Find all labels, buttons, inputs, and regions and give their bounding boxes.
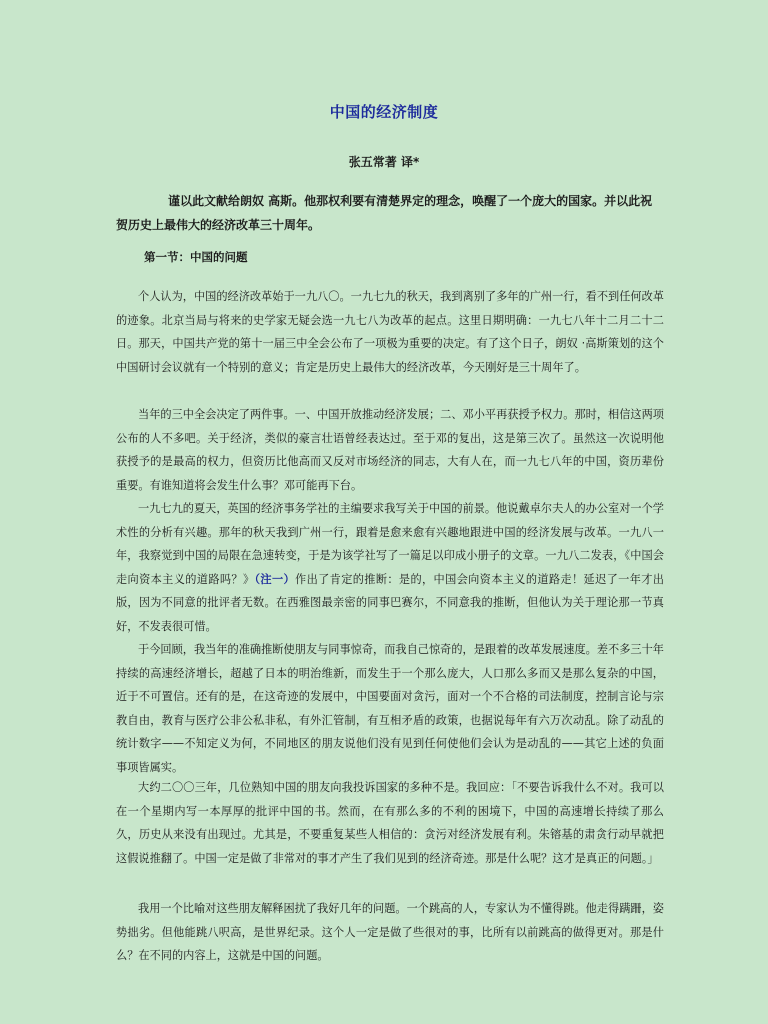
body-paragraph-4: 于今回顾，我当年的准确推断使朋友与同事惊奇，而我自己惊奇的，是跟着的改革发展速度。差不多三十年持续的高速经济增长，超越了日本的明治维新，而发生于一个那么庞大，人口那么多而又是那么复杂的中国，近于不可置信。还有的是，在这奇迹的发展中，中国要面对贪污，面对一个不合格的司法制度，控制言论与宗教自由，教育与医疗公非公私非私，有外汇管制，有互相矛盾的政策，也据说每年有六万次动乱。除了动乱的统计数字——不知定义为何，不同地区的朋友说他们没有见到任何使他们会认为是动乱的——其它上述的负面事项皆属实。 xyxy=(116,643,664,774)
paragraph-3-text-before: 一九七九的夏天，英国的经济事务学社的主编要求我写关于中国的前景。他说戴卓尔夫人的办公室对一个学术性的分析有兴趣。那年的秋天我到广州一行，跟着是愈来愈有兴趣地跟进中国的经济发展与改革。一九八一年，我察觉到中国的局限在急速转变，于是为该学社写了一篇足以印成小册子的文章。一九八二发表，《中国会走向资本主义的道路吗？》 xyxy=(116,502,664,586)
dedication-paragraph: 谨以此文献给朗奴 高斯。他那权利要有清楚界定的理念，唤醒了一个庞大的国家。并以此祝贺历史上最伟大的经济改革三十周年。 xyxy=(116,194,653,232)
footnote-link[interactable]: （注一） xyxy=(254,572,296,586)
body-paragraph-2: 当年的三中全会决定了两件事。一、中国开放推动经济发展；二、邓小平再获授予权力。那时，相信这两项公布的人不多吧。关于经济，类似的豪言壮语曾经表达过。至于邓的复出，这是第三次了。虽然这一次说明他获授予的是最高的权力，但资历比他高而又反对市场经济的同志，大有人在，而一九七八年的中国，资历辈份重要。有谁知道将会发生什么事？邓可能再下台。 xyxy=(116,408,664,492)
body-paragraph-3 xyxy=(116,497,664,639)
body-paragraph-1: 个人认为，中国的经济改革始于一九八〇。一九七九的秋天，我到离别了多年的广州一行，看不到任何改革的迹象。北京当局与将来的史学家无疑会选一九七八为改革的起点。这里日期明确：一九七八年十二月二十二日。那天，中国共产党的第十一届三中全会公布了一项极为重要的决定。有了这个日子，朗奴 ·高斯策划的这个中国研讨会议就有一个特别的意义；肯定是历史上最伟大的经济改革，今天刚好是三十周年了。 xyxy=(116,290,664,374)
paragraph-3-text-after: 作出了肯定的推断：是的，中国会向资本主义的道路走！延迟了一年才出版，因为不同意的批评者无数。在西雅图最亲密的同事巴赛尔，不同意我的推断，但他认为关于理论那一节真好，不发表很可惜。 xyxy=(116,572,664,633)
document-title: 中国的经济制度 xyxy=(329,103,439,121)
section-heading: 第一节：中国的问题 xyxy=(144,250,248,264)
body-paragraph-5: 大约二〇〇三年，几位熟知中国的朋友向我投诉国家的多种不是。我回应：「不要告诉我什么不对。我可以在一个星期内写一本厚厚的批评中国的书。然而，在有那么多的不利的困境下，中国的高速增长持续了那么久，历史从来没有出现过。尤其是，不要重复某些人相信的：贪污对经济发展有利。朱镕基的肃贪行动早就把这假说推翻了。中国一定是做了非常对的事才产生了我们见到的经济奇迹。那是什么呢？这才是真正的问题。」 xyxy=(116,781,664,865)
body-paragraph-6: 我用一个比喻对这些朋友解释困扰了我好几年的问题。一个跳高的人，专家认为不懂得跳。他走得蹒跚，姿势拙劣。但他能跳八呎高，是世界纪录。这个人一定是做了些很对的事，比所有以前跳高的做得更对。那是什么？在不同的内容上，这就是中国的问题。 xyxy=(116,902,664,963)
author-line: 张五常著 译* xyxy=(348,155,420,169)
